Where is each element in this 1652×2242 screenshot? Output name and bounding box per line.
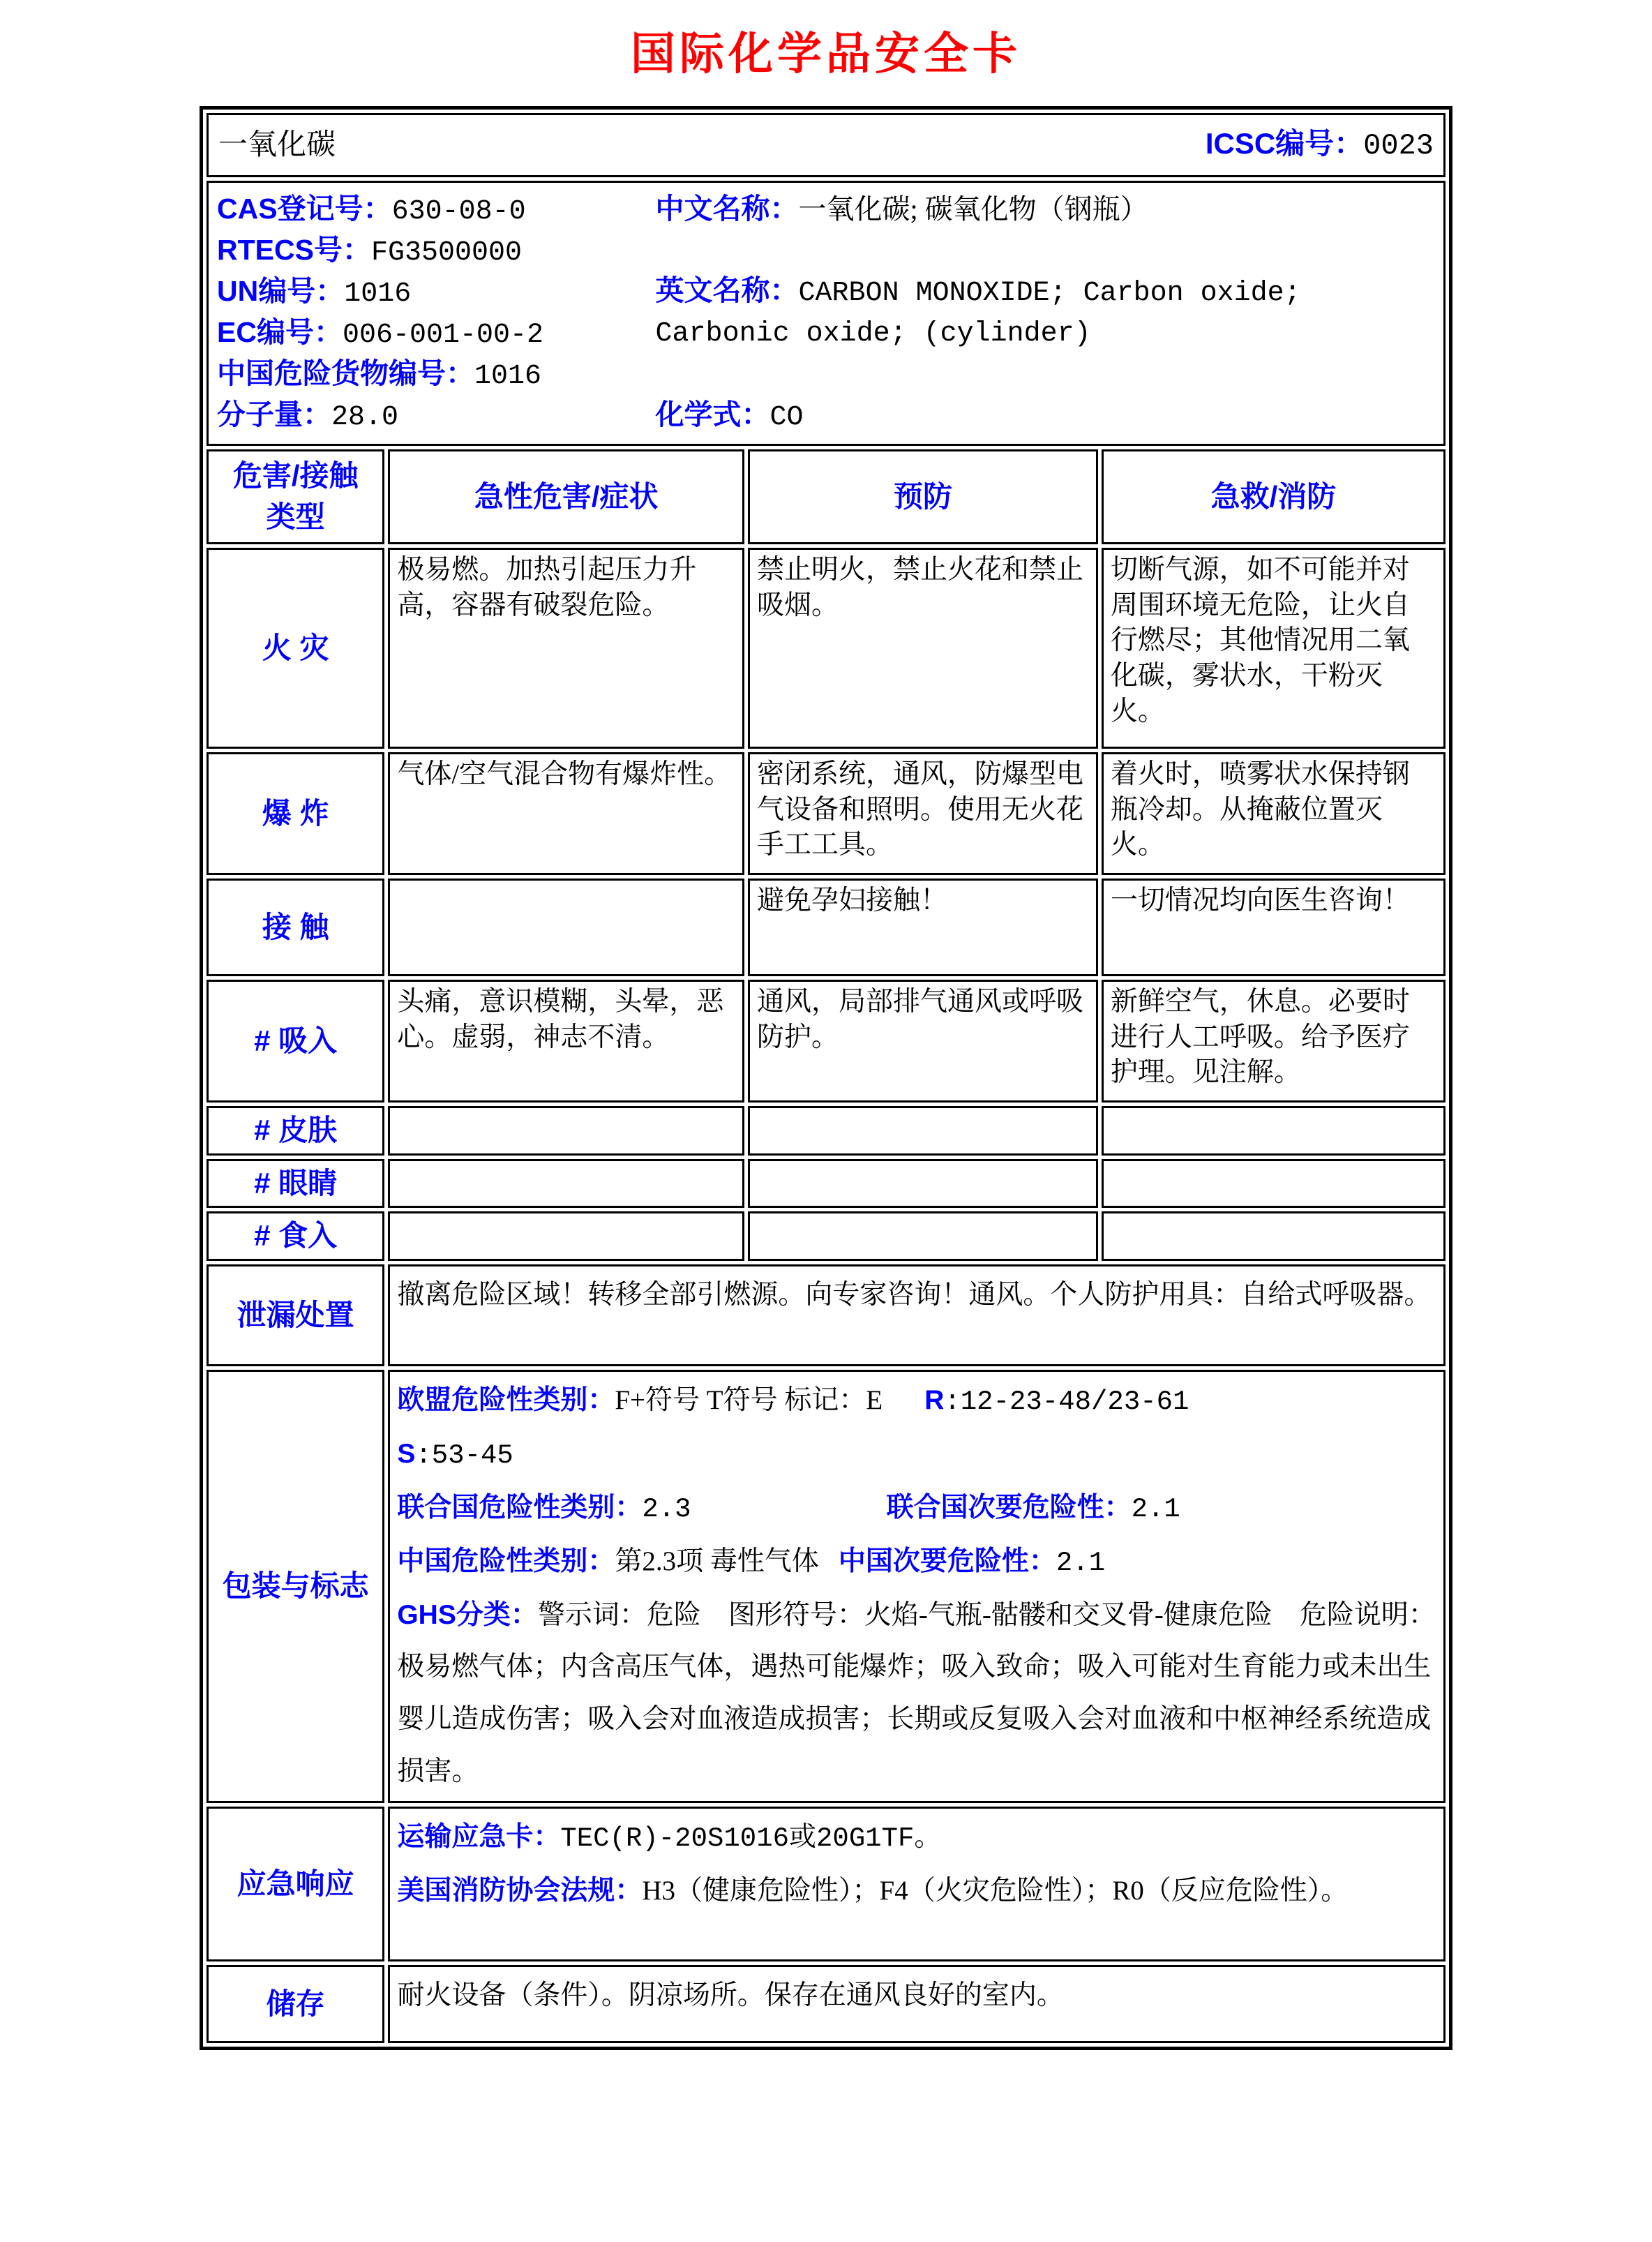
- contact-firstaid: 一切情况均向医生咨询！: [1102, 879, 1446, 976]
- skin-firstaid: [1102, 1106, 1446, 1156]
- identity-row: [206, 181, 1446, 446]
- ingestion-label: # 食入: [206, 1211, 384, 1261]
- un-number: UN编号：1016: [217, 275, 412, 310]
- storage-label: 储存: [206, 1965, 384, 2043]
- fire-label: 火 灾: [206, 548, 384, 749]
- substance-name: 一氧化碳: [218, 128, 336, 161]
- identity-cell: [206, 181, 1446, 446]
- page-title: 国际化学品安全卡: [631, 29, 1021, 79]
- icsc-label: ICSC编号：: [1205, 127, 1364, 160]
- icsc-page: [0, 18, 1652, 2242]
- ingestion-prevention: [748, 1211, 1098, 1261]
- name-row: [206, 113, 1446, 177]
- emergency-content: [388, 1807, 1446, 1961]
- storage-content: 耐火设备（条件）。阴凉场所。保存在通风良好的室内。: [388, 1965, 1446, 2043]
- icsc-value: 0023: [1363, 129, 1434, 163]
- storage-row: [206, 1965, 1446, 2043]
- ghs-classification-line: GHS分类：警示词：危险 图形符号：火焰-气瓶-骷髅和交叉骨-健康危险 危险说明：极易燃气体；内含高压气体，遇热可能爆炸；吸入致命；吸入可能对生育能力或未出生婴儿造成伤害；吸入会对血液造成损害；长期或反复吸入会对血液和中枢神经系统造成损害。: [397, 1599, 1436, 1787]
- eyes-firstaid: [1102, 1159, 1446, 1209]
- fire-symptoms: 极易燃。加热引起压力升高，容器有破裂危险。: [388, 548, 744, 749]
- spill-content: 撤离危险区域！转移全部引燃源。向专家咨询！通风。个人防护用具：自给式呼吸器。: [388, 1264, 1446, 1366]
- identity-right-column: [656, 190, 1435, 437]
- un-hazard-class-line: 联合国危险性类别：2.3 联合国次要危险性：2.1: [397, 1492, 1180, 1525]
- hazard-header-row: [206, 449, 1446, 544]
- eyes-prevention: [748, 1159, 1098, 1209]
- packaging-label: 包装与标志: [206, 1370, 384, 1803]
- icsc-number: [1206, 125, 1434, 165]
- eyes-symptoms: [388, 1159, 744, 1209]
- ingestion-symptoms: [388, 1211, 744, 1261]
- emergency-label: 应急响应: [206, 1807, 384, 1961]
- chinese-name: 中文名称：一氧化碳; 碳氧化物（钢瓶）: [655, 193, 1148, 225]
- explosion-prevention: 密闭系统，通风，防爆型电气设备和照明。使用无火花手工工具。: [748, 752, 1098, 875]
- china-hazard-class-line: 中国危险性类别：第2.3项 毒性气体 中国次要危险性：2.1: [397, 1546, 1106, 1578]
- identity-left-column: [217, 190, 656, 437]
- skin-label: # 皮肤: [206, 1106, 384, 1156]
- fire-prevention: 禁止明火，禁止火花和禁止吸烟。: [748, 548, 1098, 749]
- ec-number: EC编号：006-001-00-2: [217, 316, 544, 351]
- header-firstaid-firefighting: 急救/消防: [1102, 449, 1446, 544]
- contact-symptoms: [388, 879, 744, 976]
- skin-symptoms: [388, 1106, 744, 1156]
- skin-row: [206, 1106, 1446, 1156]
- contact-row: [206, 879, 1446, 976]
- eu-hazard-class-line: 欧盟危险性类别：F+符号 T符号 标记：E R:12-23-48/23-61: [397, 1385, 1189, 1418]
- rtecs-number: RTECS号：FG3500000: [217, 234, 523, 269]
- s-phrases-line: S:53-45: [397, 1438, 513, 1471]
- contact-prevention: 避免孕妇接触！: [748, 879, 1098, 976]
- inhalation-row: [206, 980, 1446, 1103]
- inhalation-firstaid: 新鲜空气，休息。必要时进行人工呼吸。给予医疗护理。见注解。: [1102, 980, 1446, 1103]
- explosion-row: [206, 752, 1446, 875]
- fire-firstaid: 切断气源，如不可能并对周围环境无危险，让火自行燃尽；其他情况用二氧化碳，雾状水，干粉灭火。: [1102, 548, 1446, 749]
- molecular-weight: 分子量：28.0: [217, 398, 399, 433]
- skin-prevention: [748, 1106, 1098, 1156]
- header-prevention: 预防: [748, 449, 1098, 544]
- spill-label: 泄漏处置: [206, 1264, 384, 1366]
- inhalation-prevention: 通风，局部排气通风或呼吸防护。: [748, 980, 1098, 1103]
- nfpa-code-line: 美国消防协会法规：H3（健康危险性）；F4（火灾危险性）；R0（反应危险性）。: [397, 1875, 1349, 1906]
- spill-row: [206, 1264, 1446, 1366]
- inhalation-symptoms: 头痛，意识模糊，头晕，恶心。虚弱，神志不清。: [388, 980, 744, 1103]
- ingestion-row: [206, 1211, 1446, 1261]
- cas-number: CAS登记号：630-08-0: [217, 193, 526, 227]
- header-acute-hazards: 急性危害/症状: [388, 449, 744, 544]
- icsc-card-table: [200, 106, 1452, 2050]
- inhalation-label: # 吸入: [206, 980, 384, 1103]
- header-hazard-type: 危害/接触 类型: [206, 449, 384, 544]
- name-cell: [206, 113, 1446, 177]
- contact-label: 接 触: [206, 879, 384, 976]
- fire-row: [206, 548, 1446, 749]
- emergency-row: [206, 1807, 1446, 1961]
- chemical-formula: 化学式：CO: [655, 398, 804, 433]
- explosion-label: 爆 炸: [206, 752, 384, 875]
- eyes-row: [206, 1159, 1446, 1209]
- explosion-firstaid: 着火时，喷雾状水保持钢瓶冷却。从掩蔽位置灭火。: [1102, 752, 1446, 875]
- packaging-row: [206, 1370, 1446, 1803]
- english-name: 英文名称：CARBON MONOXIDE; Carbon oxide; Carbonic oxide; (cylinder): [655, 274, 1301, 350]
- explosion-symptoms: 气体/空气混合物有爆炸性。: [388, 752, 744, 875]
- eyes-label: # 眼睛: [206, 1159, 384, 1209]
- packaging-content: [388, 1370, 1446, 1803]
- transport-emergency-card-line: 运输应急卡：TEC(R)-20S1016或20G1TF。: [397, 1822, 942, 1855]
- china-dg-number: 中国危险货物编号：1016: [217, 357, 542, 392]
- ingestion-firstaid: [1102, 1211, 1446, 1261]
